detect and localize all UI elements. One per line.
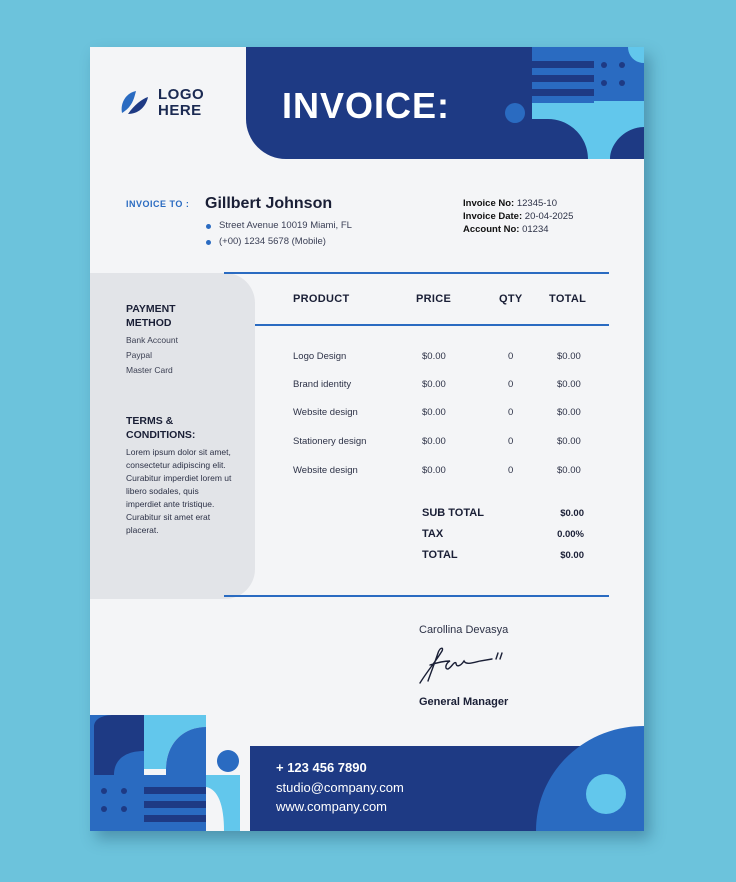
invoice-date: [463, 211, 573, 222]
table-header-rule: [255, 324, 609, 326]
signer-title: General Manager: [419, 696, 509, 708]
invoice-date-label: Invoice Date:: [463, 211, 523, 222]
column-header-price: PRICE: [416, 293, 452, 305]
payment-method-item: Paypal: [126, 350, 152, 360]
account-number: [463, 224, 549, 235]
invoice-sheet: [90, 47, 644, 831]
payment-method-item: Master Card: [126, 365, 173, 375]
row-price: $0.00: [422, 436, 446, 447]
footer-circle-pattern: [536, 726, 644, 831]
row-total: $0.00: [557, 465, 581, 476]
row-product: Website design: [293, 465, 358, 476]
row-qty: 0: [508, 465, 514, 476]
invoice-date-value: 20-04-2025: [524, 211, 574, 222]
signer-name: Carollina Devasya: [419, 624, 509, 636]
invoice-title: INVOICE:: [282, 85, 451, 126]
invoice-number-value: 12345-10: [516, 198, 557, 209]
terms-text: Lorem ipsum dolor sit amet, consectetur adipiscing elit. Curabitur imperdiet lorem ut libero sodales, quis imperdiet ante tristique. Curabitur sit amet erat placerat.: [126, 447, 232, 535]
column-header-total: TOTAL: [549, 293, 587, 305]
row-product: Logo Design: [293, 351, 347, 362]
row-qty: 0: [508, 407, 514, 418]
row-qty: 0: [508, 351, 514, 362]
bullet-icon: [206, 240, 211, 245]
row-price: $0.00: [422, 379, 446, 390]
row-qty: 0: [508, 436, 514, 447]
payment-method-heading: PAYMENT METHOD: [126, 303, 176, 329]
payment-method-item: Bank Account: [126, 335, 178, 345]
row-total: $0.00: [557, 379, 581, 390]
total-value: $0.00: [560, 550, 584, 561]
total-label: TOTAL: [422, 549, 458, 561]
row-qty: 0: [508, 379, 514, 390]
footer-phone: + 123 456 7890: [276, 760, 367, 775]
logo-line-1: LOGO: [158, 86, 205, 103]
row-price: $0.00: [422, 351, 446, 362]
header-pattern: [500, 47, 644, 159]
column-header-product: PRODUCT: [293, 293, 350, 305]
signature-image: [416, 643, 516, 689]
terms-heading: TERMS & CONDITIONS:: [126, 415, 196, 441]
invoice-number: [463, 198, 557, 209]
row-total: $0.00: [557, 407, 581, 418]
table-top-rule: [224, 272, 609, 274]
invoice-to-label: INVOICE TO :: [126, 199, 190, 209]
logo-icon: [118, 87, 152, 117]
row-total: $0.00: [557, 436, 581, 447]
row-price: $0.00: [422, 407, 446, 418]
bullet-icon: [206, 224, 211, 229]
row-product: Brand identity: [293, 379, 352, 390]
footer-email: studio@company.com: [276, 780, 404, 795]
tax-value: 0.00%: [557, 529, 584, 540]
subtotal-value: $0.00: [560, 508, 584, 519]
logo-line-2: HERE: [158, 102, 202, 119]
footer-website: www.company.com: [276, 799, 388, 814]
account-number-label: Account No:: [463, 224, 520, 235]
footer-left-pattern: [90, 715, 240, 831]
invoice-number-label: Invoice No:: [463, 198, 515, 209]
client-name: Gillbert Johnson: [205, 195, 333, 212]
table-bottom-rule: [224, 595, 609, 597]
row-total: $0.00: [557, 351, 581, 362]
column-header-qty: QTY: [499, 293, 523, 305]
row-product: Stationery design: [293, 436, 367, 447]
tax-label: TAX: [422, 528, 444, 540]
subtotal-label: SUB TOTAL: [422, 507, 484, 519]
account-number-value: 01234: [522, 224, 549, 235]
row-product: Website design: [293, 407, 358, 418]
client-phone: (+00) 1234 5678 (Mobile): [219, 236, 326, 247]
client-address: Street Avenue 10019 Miami, FL: [219, 220, 352, 231]
row-price: $0.00: [422, 465, 446, 476]
logo-text: [158, 87, 204, 119]
